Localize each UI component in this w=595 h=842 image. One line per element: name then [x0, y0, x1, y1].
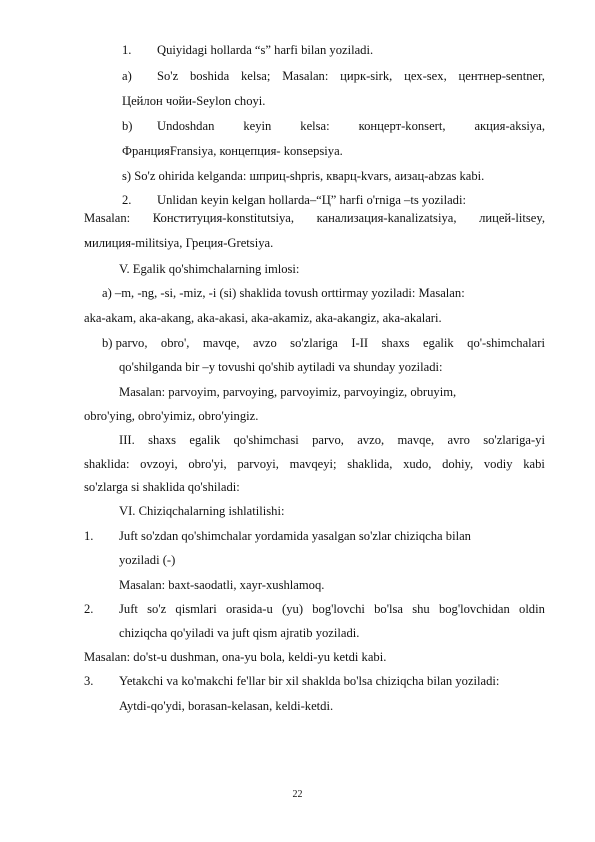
text-line: yoziladi (-)	[119, 553, 176, 567]
word: b) parvo,	[102, 336, 148, 350]
word: shu	[412, 602, 430, 616]
page-number: 22	[292, 789, 303, 800]
list-number: 1.	[84, 529, 94, 543]
word: So'z	[157, 69, 179, 83]
word: центнер-sentner,	[458, 69, 545, 83]
word: obro',	[160, 336, 190, 350]
text-line: Quiyidagi hollarda “s” harfi bilan yoziladi.	[157, 43, 374, 57]
word: avzo,	[357, 433, 385, 447]
text-line: s) So'z ohirida kelganda: шприц-shpris, кварц-kvars, аизац-abzas kabi.	[122, 169, 485, 183]
word: цирк-sirk,	[340, 69, 393, 83]
word: shaxs	[381, 336, 410, 350]
text-line: Aytdi-qo'ydi, borasan-kelasan, keldi-ketdi.	[119, 699, 334, 713]
word: bo'lsa	[374, 602, 403, 616]
word: kelsa:	[300, 119, 330, 133]
text-line: chiziqcha qo'yiladi va juft qism ajratib yoziladi.	[119, 626, 360, 640]
word: mavqeyi;	[289, 457, 337, 471]
text-line: Yetakchi va ko'makchi fe'llar bir xil shaklda bo'lsa chiziqcha bilan yoziladi:	[119, 674, 500, 688]
word: keyin	[243, 119, 272, 133]
word: Конституция-konstitutsiya,	[152, 211, 295, 225]
word: so'zlariga-yi	[483, 433, 545, 447]
text-line: qo'shilganda bir –y tovushi qo'shib aytiladi va shunday yoziladi:	[119, 360, 443, 374]
list-number: 1.	[122, 43, 132, 57]
word: egalik	[189, 433, 221, 447]
word: avro	[447, 433, 470, 447]
word: shaxs	[148, 433, 177, 447]
word: III.	[119, 433, 135, 447]
word: (yu)	[282, 602, 304, 616]
word: dohiy,	[442, 457, 474, 471]
text-line: a) –m, -ng, -si, -miz, -i (si) shaklida tovush orttirmay yoziladi: Masalan:	[102, 286, 465, 300]
word: mavqe,	[397, 433, 435, 447]
text-line: ФранцияFransiya, концепция- konsepsiya.	[122, 144, 343, 158]
word: egalik	[422, 336, 454, 350]
word: xudo,	[403, 457, 432, 471]
word: qismlari	[175, 602, 217, 616]
list-number: 2.	[122, 193, 132, 207]
word: so'z	[147, 602, 167, 616]
word: obro'yi,	[188, 457, 227, 471]
list-letter: b)	[122, 119, 133, 133]
word: Masalan:	[282, 69, 329, 83]
text-line: Masalan: do'st-u dushman, ona-yu bola, keldi-yu ketdi kabi.	[84, 650, 387, 664]
word: orasida-u	[225, 602, 273, 616]
justified-line	[119, 601, 545, 617]
word: kelsa;	[240, 69, 271, 83]
list-letter: a)	[122, 69, 132, 83]
word: mavqe,	[202, 336, 240, 350]
word: so'zlariga	[290, 336, 338, 350]
word: bog'lovchidan	[438, 602, 510, 616]
section-heading: V. Egalik qo'shimchalarning imlosi:	[119, 262, 300, 276]
text-line: Цейлон чойи-Seylon choyi.	[122, 94, 266, 108]
word: parvo,	[312, 433, 344, 447]
word: kabi	[523, 457, 545, 471]
word: shaklida,	[347, 457, 393, 471]
word: Masalan:	[84, 211, 131, 225]
word: канализация-kanalizatsiya,	[316, 211, 457, 225]
word: shaklida:	[84, 457, 130, 471]
word: акция-aksiya,	[474, 119, 545, 133]
text-line: Juft so'zdan qo'shimchalar yordamida yasalgan so'zlar chiziqcha bilan	[119, 529, 471, 543]
text-line: so'zlarga si shaklida qo'shiladi:	[84, 480, 240, 494]
word: лицей-litsey,	[479, 211, 545, 225]
text-line: aka-akam, aka-akang, aka-akasi, aka-akamiz, aka-akangiz, aka-akalari.	[84, 311, 442, 325]
word: vodiy	[483, 457, 513, 471]
list-number: 2.	[84, 602, 94, 616]
word: Undoshdan	[157, 119, 215, 133]
justified-line	[157, 118, 545, 134]
word: Juft	[119, 602, 138, 616]
text-line: obro'ying, obro'yimiz, obro'yingiz.	[84, 409, 259, 423]
text-line: милиция-militsiya, Греция-Gretsiya.	[84, 236, 274, 250]
word: концерт-konsert,	[358, 119, 446, 133]
word: avzo	[252, 336, 277, 350]
word: oldin	[519, 602, 545, 616]
word: qo'-shimchalari	[467, 336, 545, 350]
word: parvoyi,	[237, 457, 279, 471]
justified-line	[119, 432, 545, 448]
word: boshida	[189, 69, 230, 83]
list-number: 3.	[84, 674, 94, 688]
text-line: Masalan: parvoyim, parvoying, parvoyimiz, parvoyingiz, obruyim,	[119, 385, 457, 399]
word: I-II	[351, 336, 369, 350]
word: ovzoyi,	[140, 457, 178, 471]
word: bog'lovchi	[312, 602, 365, 616]
justified-line	[84, 210, 545, 226]
text-line: Unlidan keyin kelgan hollarda–“Ц” harfi o'rniga –ts yoziladi:	[157, 193, 466, 207]
word: qo'shimchasi	[233, 433, 299, 447]
justified-line	[157, 68, 545, 84]
justified-line	[84, 456, 545, 472]
justified-line	[102, 335, 545, 351]
word: цех-sex,	[404, 69, 447, 83]
text-line: Masalan: baxt-saodatli, xayr-xushlamoq.	[119, 578, 325, 592]
section-heading: VI. Chiziqchalarning ishlatilishi:	[119, 504, 285, 518]
